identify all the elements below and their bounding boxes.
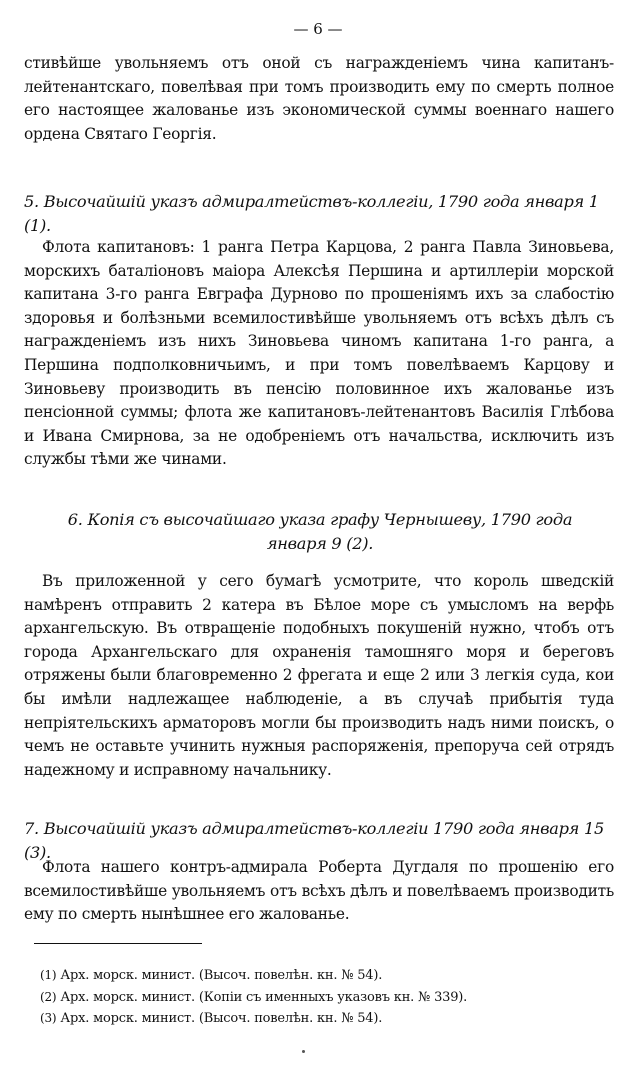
section-6-heading-block [60,508,580,556]
section-heading [60,508,580,556]
section-heading-text: 6. Копія съ высочайшаго указа графу Чернышеву, 1790 года января 9 [67,510,573,553]
section-body: Флота нашего контръ-адмирала Роберта Дугдаля по прошенію его всемилостивѣйше увольняемъ отъ всѣхъ дѣлъ и повелѣваемъ производить ему по смерть нынѣшнее его жалованье. [24,858,614,924]
page-number: — 6 — [293,20,343,38]
footnote-number: (3) [40,1011,57,1025]
intro-paragraph: стивѣйше увольняемъ отъ оной съ награжденіемъ чина капитанъ-лейтенантскаго, повелѣвая при томъ производить ему по смерть полное его настоящее жалованье изъ экономической суммы военнаго нашего ордена Святаго Георгія. [24,54,614,143]
section-heading-text: 7. Высочайшій указъ адмиралтействъ-коллегіи 1790 года января 15 [24,819,604,838]
intro-paragraph-block [24,52,614,146]
footnote-text: Арх. морск. минист. (Высоч. повелѣн. кн. № 54). [60,968,383,983]
section-7-body-block [24,856,614,927]
footnote-divider [34,943,202,944]
footnote-text: Арх. морск. минист. (Копіи съ именныхъ указовъ кн. № 339). [60,990,468,1005]
footnote-ref: (1) [24,216,47,235]
footnote-text: Арх. морск. минист. (Высоч. повелѣн. кн. № 54). [60,1011,383,1026]
footnote-ref: (2) [346,534,369,553]
footnote-ref: (3) [24,843,47,862]
section-6-body-block [24,570,614,782]
footnote [40,988,600,1007]
heading-end: . [46,843,51,862]
section-heading [24,190,614,238]
footnote-number: (1) [40,968,57,982]
section-5-body-block [24,236,614,472]
footnote [40,966,600,985]
section-body: Флота капитановъ: 1 ранга Петра Карцова, 2 ранга Павла Зиновьева, морскихъ баталіоновъ маіора Алексѣя Першина и артиллеріи морской капитана 3-го ранга Евграфа Дурново по прошеніямъ ихъ за слабостію здоровья и болѣзньми всемилостивѣйше увольняемъ отъ всѣхъ дѣлъ съ награжденіемъ изъ нихъ Зиновьева чиномъ капитана 1-го ранга, а Першина подполковничьимъ, и при томъ повелѣваемъ Карцову и Зиновьеву производить въ пенсію половинное ихъ жалованье изъ пенсіонной суммы; флота же капитановъ-лейтенантовъ Василія Глѣбова и Ивана Смирнова, за не одобреніемъ отъ начальства, исключить изъ службы тѣми же чинами. [24,238,614,469]
footnote-number: (2) [40,990,57,1004]
section-5-heading-block [24,190,614,238]
heading-end: . [46,216,51,235]
footnote [40,1009,600,1028]
page-speck [302,1050,305,1053]
section-body: Въ приложенной у сего бумагѣ усмотрите, что король шведскій намѣренъ отправить 2 катера въ Бѣлое море съ умысломъ на верфь архангельскую. Въ отвращеніе подобныхъ покушеній нужно, чтобъ отъ города Архангельскаго для охраненія тамошняго моря и береговъ отряжены были благовременно 2 фрегата и еще 2 или 3 легкія суда, кои бы имѣли надлежащее наблюденіе, а въ случаѣ прибытія туда непріятельскихъ арматоровъ могли бы производить надъ ними поискъ, о чемъ не оставьте учинить нужныя распоряженія, препоруча сей отрядъ надежному и исправному начальнику. [24,572,614,779]
section-heading-text: 5. Высочайшій указъ адмиралтействъ-коллегіи, 1790 года января 1 [24,192,599,211]
heading-end: . [368,534,374,553]
